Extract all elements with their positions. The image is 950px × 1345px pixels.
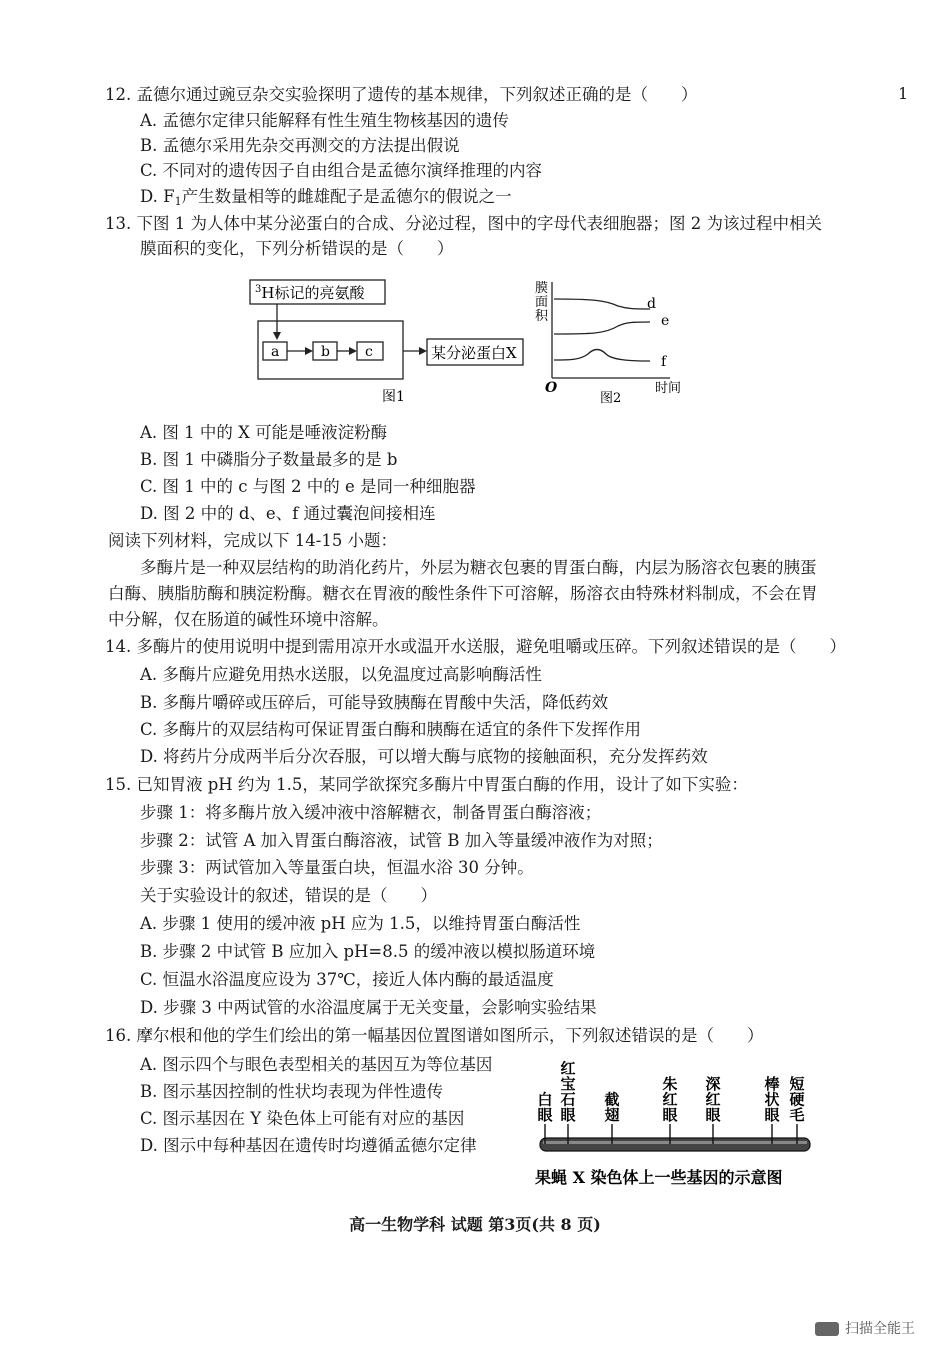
q15-option-d: D. 步骤 3 中两试管的水浴温度属于无关变量，会影响实验结果 [140,998,597,1017]
q15-option-c: C. 恒温水浴温度应设为 37℃，接近人体内酶的最适温度 [140,970,554,989]
gene-label-5 [705,1075,720,1144]
q15-option-a: A. 步骤 1 使用的缓冲液 pH 应为 1.5，以维持胃蛋白酶活性 [140,914,581,933]
svg-text:棒状眼: 棒状眼 [764,1075,780,1124]
q16-option-d: D. 图示中每种基因在遗传时均遵循孟德尔定律 [140,1136,477,1155]
figure-2-membrane-area [530,278,700,408]
q15-step2: 步骤 2：试管 A 加入胃蛋白酶溶液，试管 B 加入等量缓冲液作为对照； [140,831,663,850]
fig2-caption: 图2 [600,391,622,406]
q13-option-c: C. 图 1 中的 c 与图 2 中的 e 是同一种细胞器 [140,477,476,496]
q16-option-a: A. 图示四个与眼色表型相关的基因互为等位基因 [140,1055,493,1074]
svg-text:截翅: 截翅 [604,1090,620,1124]
fig2-ylabel-3: 积 [535,309,549,324]
fig2-xlabel: 时间 [655,381,682,396]
q13-stem-line1: 13. 下图 1 为人体中某分泌蛋白的合成、分泌过程，图中的字母代表细胞器；图 2 为该过程中相关 [105,214,822,233]
reading-paragraph-line3: 中分解，仅在肠道的碱性环境中溶解。 [108,610,389,629]
gene-label-3 [604,1091,619,1145]
svg-text:短硬毛: 短硬毛 [789,1075,805,1124]
svg-text:深红眼: 深红眼 [705,1075,721,1124]
q12-option-a: A. 孟德尔定律只能解释有性生殖生物核基因的遗传 [140,111,509,130]
fig1-output: 某分泌蛋白X [431,344,517,362]
q13-option-a: A. 图 1 中的 X 可能是唾液淀粉酶 [140,423,388,442]
q14-option-d: D. 将药片分成两半后分次吞服，可以增大酶与底物的接触面积，充分发挥药效 [140,747,708,766]
x-chromosome-gene-map [525,1050,825,1195]
fig2-curve-e: e [661,313,670,329]
q13-option-b: B. 图 1 中磷脂分子数量最多的是 b [140,450,398,469]
q15-ask: 关于实验设计的叙述，错误的是（ ） [140,886,437,905]
page-corner-mark: 1 [898,84,909,103]
gene-label-2 [560,1060,575,1145]
q16-stem: 16. 摩尔根和他的学生们绘出的第一幅基因位置图谱如图所示，下列叙述错误的是（ ） [105,1026,764,1045]
fig1-caption: 图1 [382,389,405,405]
q12-option-c: C. 不同对的遗传因子自由组合是孟德尔演绎推理的内容 [140,161,543,180]
gene-label-4 [662,1075,677,1144]
q12-option-b: B. 孟德尔采用先杂交再测交的方法提出假说 [140,136,460,155]
q15-step1: 步骤 1：将多酶片放入缓冲液中溶解糖衣，制备胃蛋白酶溶液； [140,803,602,822]
q12-stem: 12. 孟德尔通过豌豆杂交实验探明了遗传的基本规律，下列叙述正确的是（ ） [105,85,698,104]
q16-option-c: C. 图示基因在 Y 染色体上可能有对应的基因 [140,1109,465,1128]
q13-option-d: D. 图 2 中的 d、e、f 通过囊泡间接相连 [140,504,436,523]
fig2-ylabel-2: 面 [535,295,549,310]
fig1-box-b: b [321,344,330,360]
q15-step3: 步骤 3：两试管加入等量蛋白块，恒温水浴 30 分钟。 [140,858,534,877]
q14-option-b: B. 多酶片嚼碎或压碎后，可能导致胰酶在胃酸中失活，降低药效 [140,693,609,712]
q15-stem: 15. 已知胃液 pH 约为 1.5，某同学欲探究多酶片中胃蛋白酶的作用，设计了如下实验： [105,775,748,794]
reading-paragraph-line1: 多酶片是一种双层结构的助消化药片，外层为糖衣包裹的胃蛋白酶，内层为肠溶衣包裹的胰蛋 [140,558,817,577]
svg-text:白眼: 白眼 [537,1090,553,1124]
reading-paragraph-line2: 白酶、胰脂肪酶和胰淀粉酶。糖衣在胃液的酸性条件下可溶解，肠溶衣由特殊材料制成，不会在胃 [108,584,818,603]
fig2-curve-d: d [647,296,656,312]
q14-stem: 14. 多酶片的使用说明中提到需用凉开水或温开水送服，避免咀嚼或压碎。下列叙述错误的是（ ） [105,637,846,656]
q12-option-d: D. $F_1$产生数量相等的雌雄配子是孟德尔的假说之一 [140,187,512,208]
fig1-box-c: c [365,344,373,360]
fig2-origin: O [545,380,558,396]
scanner-watermark: 扫描全能王 [815,1318,915,1338]
svg-text:红宝石眼: 红宝石眼 [560,1059,576,1124]
fig2-curve-f: f [661,354,667,370]
gene-label-6 [763,1075,779,1144]
q16-option-b: B. 图示基因控制的性状均表现为伴性遗传 [140,1082,444,1101]
gene-label-1 [537,1091,552,1145]
page-footer: 高一生物学科 试题 第3页(共 8 页) [349,1215,601,1234]
gene-label-7 [789,1075,804,1144]
scanner-logo-icon [815,1322,839,1336]
q14-option-a: A. 多酶片应避免用热水送服，以免温度过高影响酶活性 [140,665,542,684]
fig2-ylabel-1: 膜 [535,281,549,296]
q14-option-c: C. 多酶片的双层结构可保证胃蛋白酶和胰酶在适宜的条件下发挥作用 [140,720,642,739]
q15-option-b: B. 步骤 2 中试管 B 应加入 pH=8.5 的缓冲液以模拟肠道环境 [140,942,596,961]
fig1-box-a: a [271,344,280,360]
figure-1-secretion-pathway [245,275,535,410]
reading-intro: 阅读下列材料，完成以下 14-15 小题： [108,531,398,550]
fig1-label: $^3$H标记的亮氨酸 [255,284,365,302]
chromosome-caption: 果蝇 X 染色体上一些基因的示意图 [535,1168,783,1187]
q13-stem-line2: 膜面积的变化，下列分析错误的是（ ） [140,239,454,258]
svg-text:朱红眼: 朱红眼 [662,1075,678,1124]
